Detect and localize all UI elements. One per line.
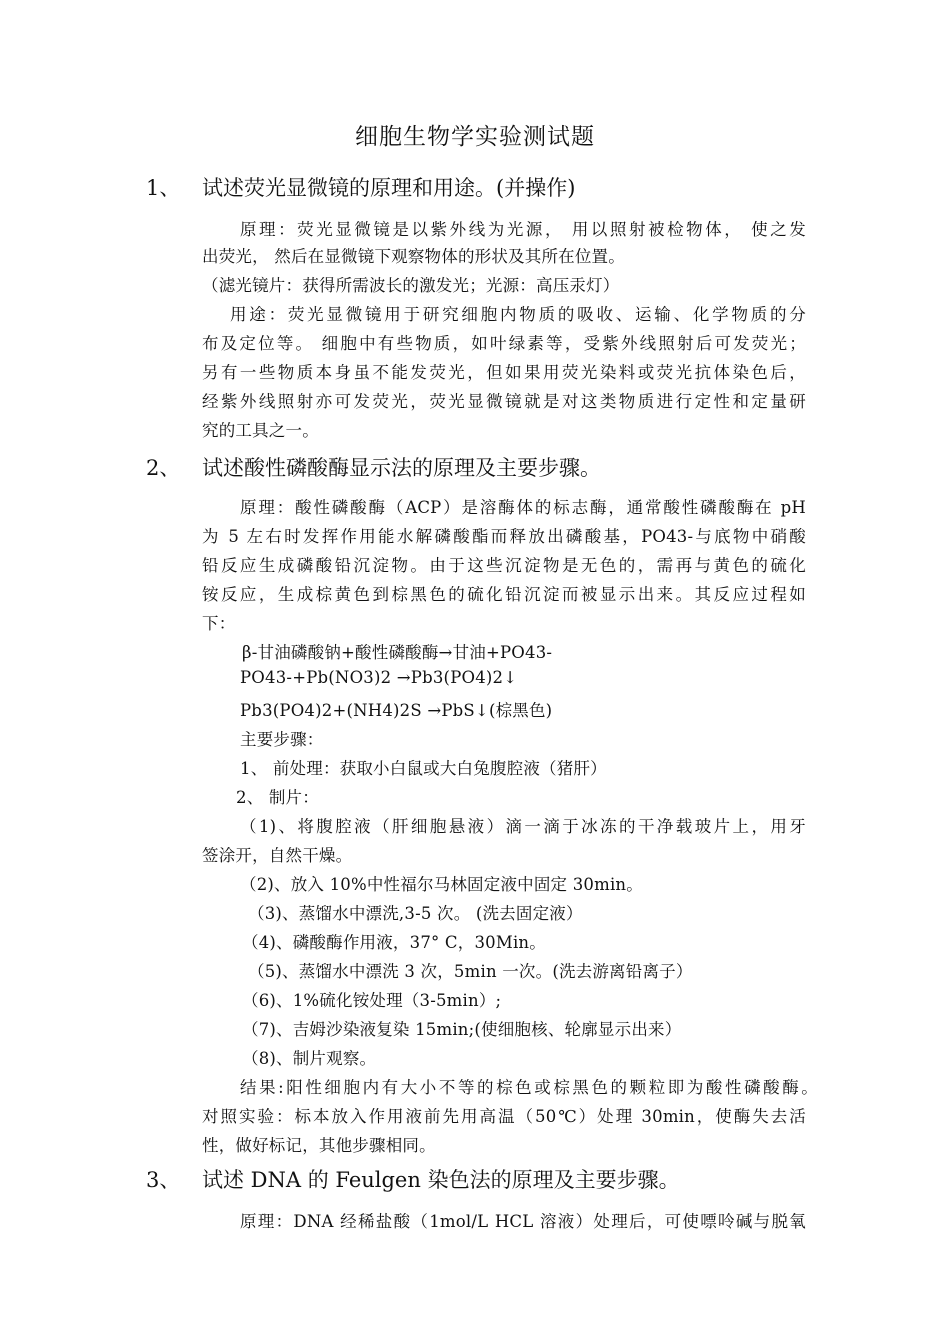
paragraph-line: 为 5 左右时发挥作用能水解磷酸酯而释放出磷酸基，PO43-与底物中硝酸 <box>202 527 806 546</box>
step-item: （5)、蒸馏水中漂洗 3 次，5min 一次。(洗去游离铅离子） <box>248 962 693 981</box>
step-item: （7)、吉姆沙染液复染 15min;(使细胞核、轮廓显示出来） <box>242 1020 682 1039</box>
question-text: 试述酸性磷酸酶显示法的原理及主要步骤。 <box>202 456 601 480</box>
step-item: （1)、将腹腔液（肝细胞悬液）滴一滴于冰冻的干净载玻片上，用牙 <box>240 817 806 836</box>
paragraph-line: 究的工具之一。 <box>202 421 319 440</box>
reaction-equation: β-甘油磷酸钠+酸性磷酸酶→甘油+PO43- <box>242 643 553 662</box>
question-text: 试述 DNA 的 Feulgen 染色法的原理及主要步骤。 <box>202 1168 680 1192</box>
step-item: （8)、制片观察。 <box>242 1049 377 1068</box>
reaction-equation: Pb3(PO4)2+(NH4)2S →PbS↓(棕黑色) <box>240 701 553 720</box>
paragraph-line: 经紫外线照射亦可发荧光，荧光显微镜就是对这类物质进行定性和定量研 <box>202 392 806 411</box>
step-item: （6)、1%硫化铵处理（3-5min）; <box>242 991 502 1010</box>
step-item: （3)、蒸馏水中漂洗,3-5 次。 (洗去固定液） <box>248 904 583 923</box>
paragraph-line: 另有一些物质本身虽不能发荧光，但如果用荧光染料或荧光抗体染色后， <box>202 363 806 382</box>
question-number: 2、 <box>146 456 181 480</box>
paragraph-line: 下： <box>202 614 236 633</box>
paragraph-line: 用途：荧光显微镜用于研究细胞内物质的吸收、运输、化学物质的分 <box>230 305 806 324</box>
step-item: （4)、磷酸酶作用液，37° C，30Min。 <box>242 933 546 952</box>
question-3-heading <box>146 1164 680 1194</box>
paragraph-line: 原理：酸性磷酸酶（ACP）是溶酶体的标志酶，通常酸性磷酸酶在 pH <box>240 498 806 517</box>
reaction-equation: PO43-+Pb(NO3)2 →Pb3(PO4)2↓ <box>240 668 518 687</box>
paragraph-line: 原理：DNA 经稀盐酸（1mol/L HCL 溶液）处理后，可使嘌呤碱与脱氧 <box>240 1212 806 1231</box>
step-item: 签涂开，自然干燥。 <box>202 846 353 865</box>
question-number: 1、 <box>146 176 181 200</box>
paragraph-line: 布及定位等。 细胞中有些物质，如叶绿素等，受紫外线照射后可发荧光； <box>202 334 806 353</box>
paragraph-line: 铵反应，生成棕黄色到棕黑色的硫化铅沉淀而被显示出来。其反应过程如 <box>202 585 806 604</box>
control-line: 性，做好标记，其他步骤相同。 <box>202 1136 436 1155</box>
page-title: 细胞生物学实验测试题 <box>355 124 595 150</box>
step-item: 2、 制片： <box>236 788 319 807</box>
paragraph-line: （滤光镜片：获得所需波长的激发光；光源：高压汞灯） <box>202 276 620 295</box>
question-1-heading <box>146 172 575 202</box>
step-item: （2)、放入 10%中性福尔马林固定液中固定 30min。 <box>240 875 643 894</box>
paragraph-line: 铅反应生成磷酸铅沉淀物。由于这些沉淀物是无色的，需再与黄色的硫化 <box>202 556 806 575</box>
question-2-heading <box>146 452 601 482</box>
paragraph-line: 出荧光， 然后在显微镜下观察物体的形状及其所在位置。 <box>202 247 625 266</box>
control-line: 对照实验：标本放入作用液前先用高温（50℃）处理 30min，使酶失去活 <box>202 1107 806 1126</box>
paragraph-line: 原理：荧光显微镜是以紫外线为光源， 用以照射被检物体， 使之发 <box>240 220 806 239</box>
steps-heading: 主要步骤： <box>240 730 324 749</box>
question-number: 3、 <box>146 1168 181 1192</box>
step-item: 1、 前处理：获取小白鼠或大白兔腹腔液（猪肝） <box>240 759 607 778</box>
result-line: 结果:阳性细胞内有大小不等的棕色或棕黑色的颗粒即为酸性磷酸酶。 <box>240 1078 818 1097</box>
question-text: 试述荧光显微镜的原理和用途。(并操作) <box>202 176 576 200</box>
